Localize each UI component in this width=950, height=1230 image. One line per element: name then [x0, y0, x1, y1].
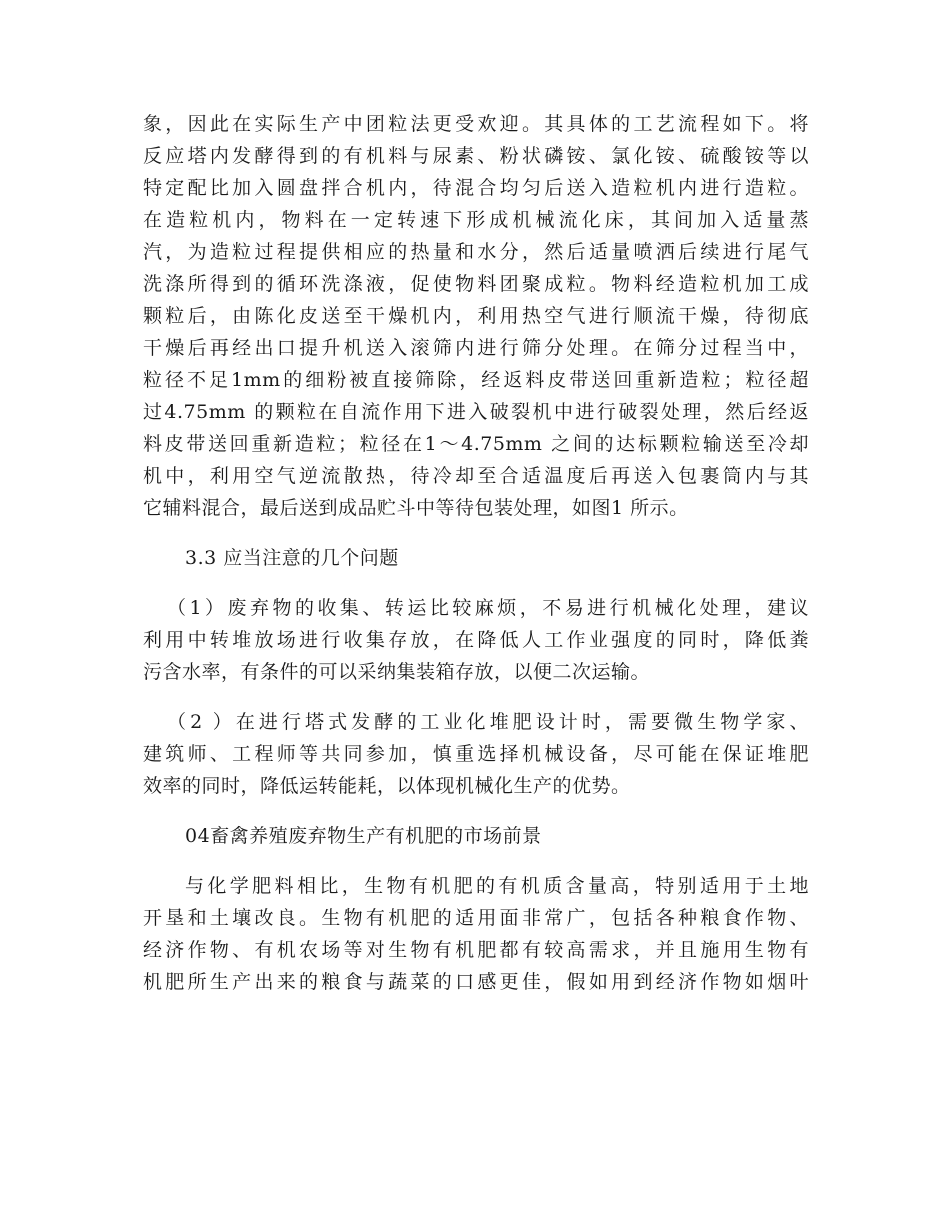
section-heading-3-3: 3.3 应当注意的几个问题: [185, 547, 399, 569]
text-line: 粒径不足1mm的细粉被直接筛除，经返料皮带送回重新造粒；粒径超: [143, 369, 809, 391]
text-line: 机中，利用空气逆流散热，待冷却至合适温度后再送入包裹筒内与其: [143, 465, 809, 487]
text-line: （1）废弃物的收集、转运比较麻烦，不易进行机械化处理，建议: [167, 597, 809, 619]
text-line: 它辅料混合，最后送到成品贮斗中等待包装处理，如图1 所示。: [143, 497, 689, 519]
text-line: 建筑师、工程师等共同参加，慎重选择机械设备，尽可能在保证堆肥: [143, 743, 809, 765]
text-line: 开垦和土壤改良。生物有机肥的适用面非常广，包括各种粮食作物、: [143, 907, 809, 929]
text-line: 利用中转堆放场进行收集存放，在降低人工作业强度的同时，降低粪: [143, 629, 809, 651]
text-line: 干燥后再经出口提升机送入滚筛内进行筛分处理。在筛分过程当中，: [143, 337, 809, 359]
text-line: 与化学肥料相比，生物有机肥的有机质含量高，特别适用于土地: [185, 875, 809, 897]
paragraph-item-2: [143, 706, 809, 802]
text-line: 过4.75mm 的颗粒在自流作用下进入破裂机中进行破裂处理，然后经返: [143, 401, 809, 423]
paragraph-process-flow: [143, 108, 809, 524]
text-line: 象，因此在实际生产中团粒法更受欢迎。其具体的工艺流程如下。将: [143, 113, 809, 135]
paragraph-item-1: [143, 592, 809, 688]
text-line: 在造粒机内，物料在一定转速下形成机械流化床，其间加入适量蒸: [143, 209, 809, 231]
section-heading-04: 04畜禽养殖废弃物生产有机肥的市场前景: [185, 825, 542, 847]
text-line: （2 ）在进行塔式发酵的工业化堆肥设计时，需要微生物学家、: [167, 711, 809, 733]
paragraph-market-outlook: [143, 870, 809, 998]
text-line: 污含水率，有条件的可以采纳集装箱存放，以便二次运输。: [143, 661, 651, 683]
text-line: 反应塔内发酵得到的有机料与尿素、粉状磷铵、氯化铵、硫酸铵等以: [143, 145, 809, 167]
document-body: [143, 108, 809, 998]
text-line: 机肥所生产出来的粮食与蔬菜的口感更佳，假如用到经济作物如烟叶: [143, 971, 809, 993]
text-line: 效率的同时，降低运转能耗，以体现机械化生产的优势。: [143, 775, 631, 797]
text-line: 颗粒后，由陈化皮送至干燥机内，利用热空气进行顺流干燥，待彻底: [143, 305, 809, 327]
text-line: 汽，为造粒过程提供相应的热量和水分，然后适量喷洒后续进行尾气: [143, 241, 809, 263]
text-line: 料皮带送回重新造粒；粒径在1～4.75mm 之间的达标颗粒输送至冷却: [143, 433, 809, 455]
text-line: 洗涤所得到的循环洗涤液，促使物料团聚成粒。物料经造粒机加工成: [143, 273, 809, 295]
text-line: 经济作物、有机农场等对生物有机肥都有较高需求，并且施用生物有: [143, 939, 809, 961]
text-line: 特定配比加入圆盘拌合机内，待混合均匀后送入造粒机内进行造粒。: [143, 177, 809, 199]
